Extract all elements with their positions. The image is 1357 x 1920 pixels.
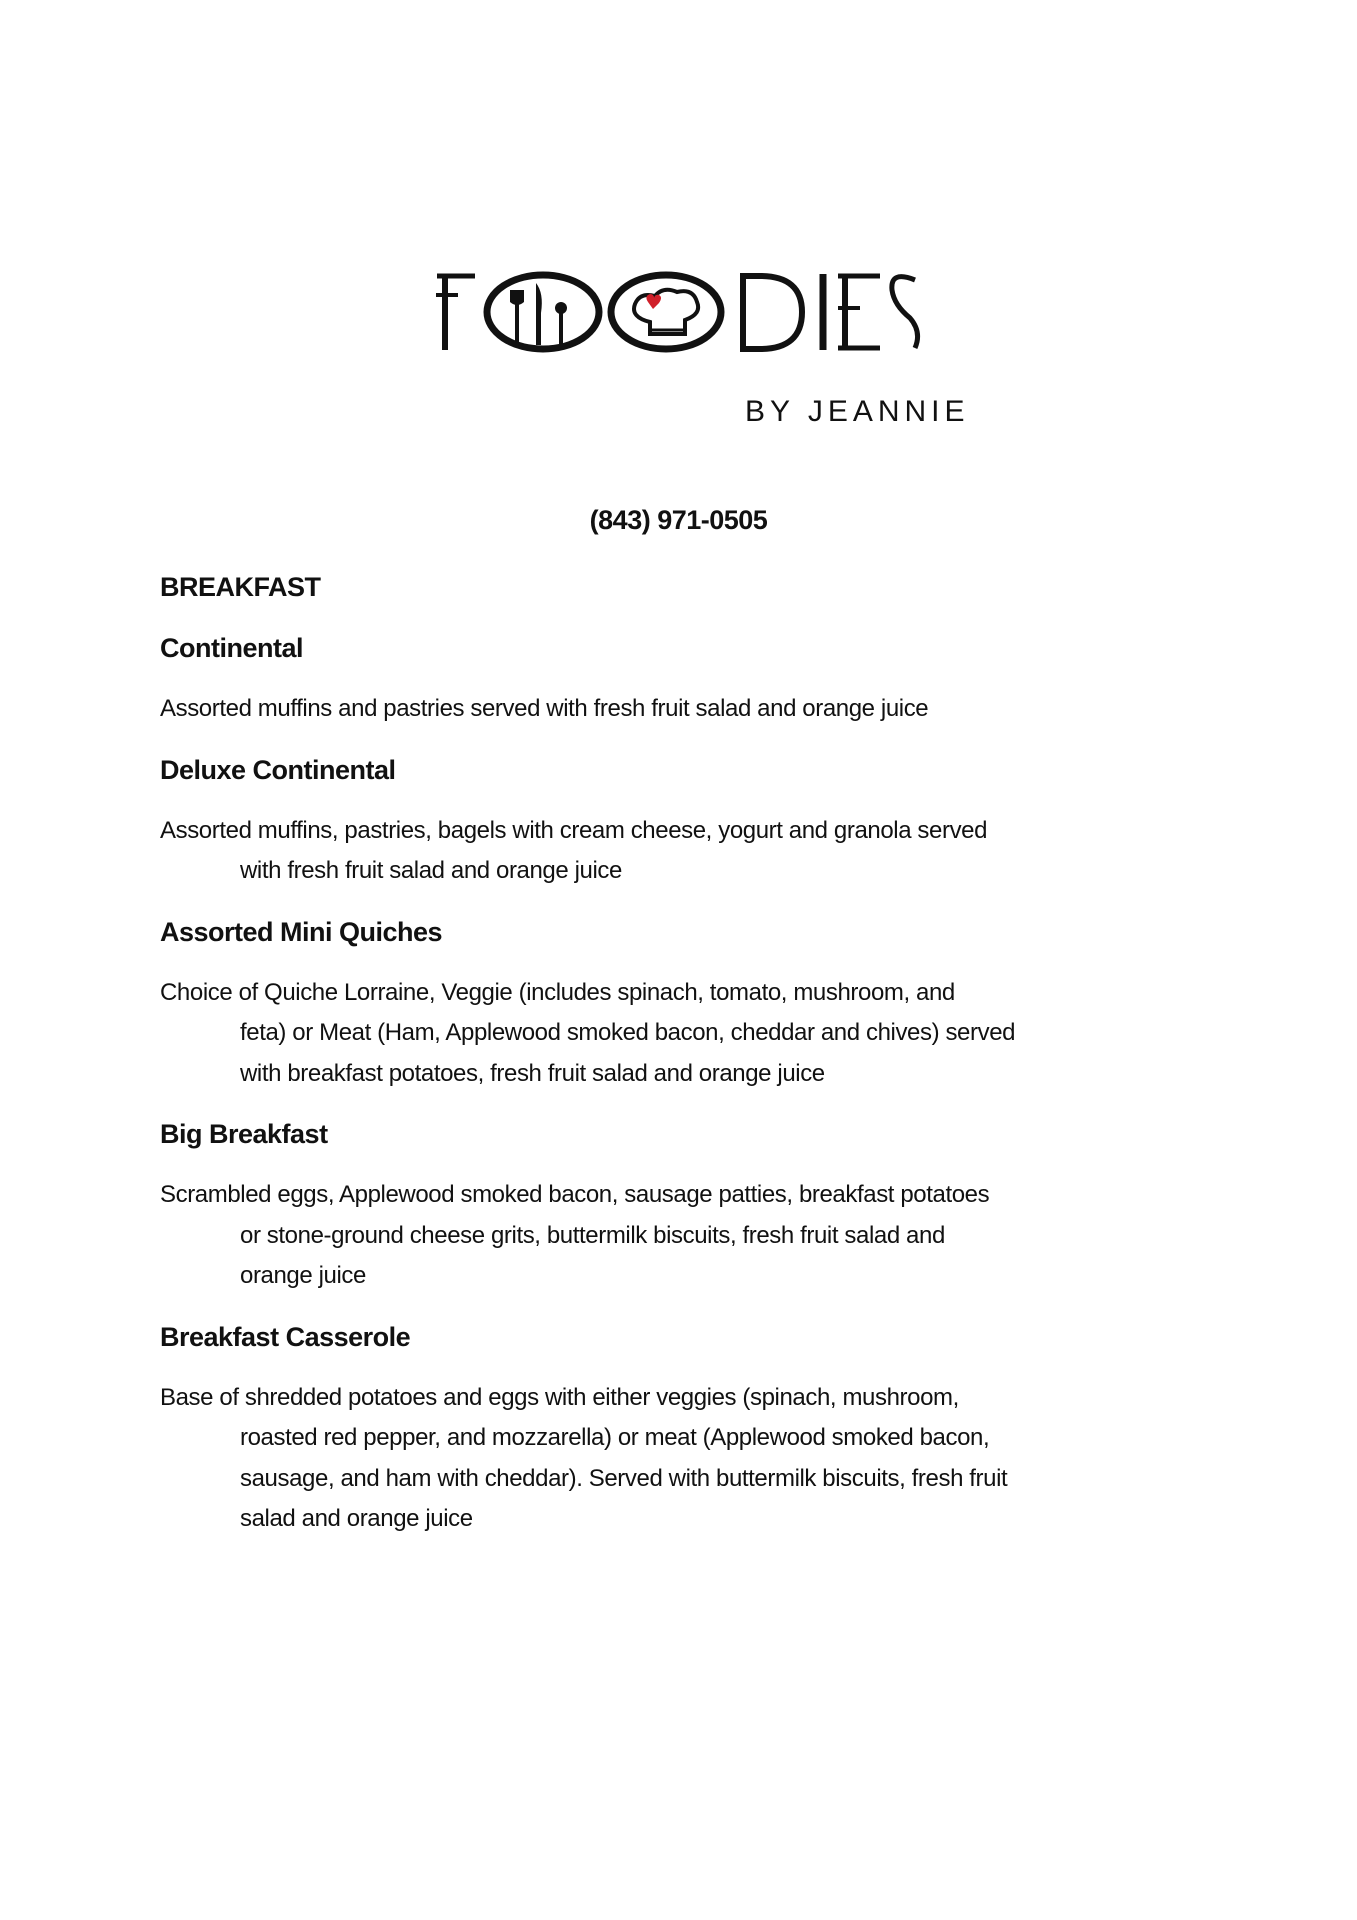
- menu-item: [160, 750, 1220, 892]
- description-line: Choice of Quiche Lorraine, Veggie (includes spinach, tomato, mushroom, and: [160, 978, 955, 1006]
- menu-item: [160, 1114, 1220, 1297]
- menu-item-title: Big Breakfast: [160, 1119, 328, 1149]
- description-line: Scrambled eggs, Applewood smoked bacon, sausage patties, breakfast potatoes: [160, 1181, 990, 1208]
- description-line: with fresh fruit salad and orange juice: [240, 857, 622, 884]
- menu-item-description: [160, 689, 1220, 730]
- description-line: roasted red pepper, and mozzarella) or meat (Applewood smoked bacon,: [240, 1424, 990, 1451]
- menu-item: [160, 1317, 1220, 1540]
- foodies-logo: [420, 250, 970, 440]
- utensils-icon: [510, 283, 567, 345]
- menu-item-title: Assorted Mini Quiches: [160, 916, 443, 947]
- description-line: orange juice: [240, 1262, 366, 1289]
- description-line: with breakfast potatoes, fresh fruit salad and orange juice: [240, 1059, 825, 1087]
- phone-number: (843) 971-0505: [589, 505, 768, 535]
- menu-item: [160, 628, 1220, 730]
- menu-item-title: Breakfast Casserole: [160, 1321, 411, 1352]
- chef-hat-icon: [634, 290, 698, 334]
- menu-item-title: Deluxe Continental: [160, 754, 396, 785]
- menu-item-description: [160, 811, 1220, 892]
- section-heading: BREAKFAST: [160, 572, 321, 602]
- description-line: salad and orange juice: [240, 1505, 473, 1532]
- menu-item: [160, 912, 1220, 1095]
- description-line: or stone-ground cheese grits, buttermilk biscuits, fresh fruit salad and: [240, 1221, 945, 1249]
- menu-section: [160, 567, 1220, 1560]
- description-line: feta) or Meat (Ham, Applewood smoked bacon, cheddar and chives) served: [240, 1019, 1016, 1046]
- description-line: Assorted muffins and pastries served with fresh fruit salad and orange juice: [160, 695, 929, 722]
- description-line: sausage, and ham with cheddar). Served with buttermilk biscuits, fresh fruit: [240, 1464, 1008, 1492]
- logo-tagline: BY JEANNIE: [745, 395, 970, 428]
- description-line: Base of shredded potatoes and eggs with either veggies (spinach, mushroom,: [160, 1383, 959, 1411]
- menu-item-description: [160, 973, 1220, 1095]
- description-line: Assorted muffins, pastries, bagels with cream cheese, yogurt and granola served: [160, 816, 988, 844]
- menu-item-description: [160, 1175, 1220, 1297]
- menu-item-title: Continental: [160, 633, 303, 663]
- menu-item-description: [160, 1378, 1220, 1540]
